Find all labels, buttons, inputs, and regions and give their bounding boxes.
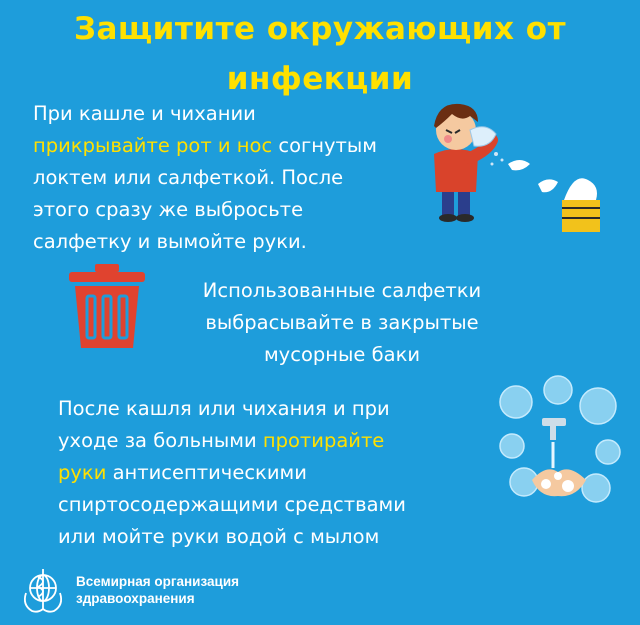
hand-hygiene-line-3 bbox=[58, 457, 458, 489]
wipe-hands-highlight-2: руки bbox=[58, 461, 107, 484]
cough-advice-line-3: локтем или салфеткой. После bbox=[33, 166, 344, 189]
trash-bin-icon bbox=[65, 262, 149, 352]
who-logo bbox=[16, 563, 239, 617]
bin-advice-line-1: Использованные салфетки bbox=[202, 279, 482, 302]
who-org-name bbox=[76, 573, 239, 607]
hand-hygiene-line-2 bbox=[58, 425, 458, 457]
hand-hygiene-line-2-start: уходе за больными bbox=[58, 429, 263, 452]
cough-advice-line-2-rest: согнутым bbox=[272, 134, 378, 157]
who-emblem-icon bbox=[16, 563, 70, 617]
who-org-name-line-2: здравоохранения bbox=[76, 591, 195, 606]
sneezing-person-icon bbox=[412, 92, 632, 240]
cough-advice-text bbox=[33, 98, 413, 258]
cough-advice-line-4: этого сразу же выбросьте bbox=[33, 198, 304, 221]
bin-advice-line-3: мусорные баки bbox=[263, 343, 421, 366]
hand-hygiene-line-4: спиртосодержащими средствами bbox=[58, 493, 406, 516]
page-title bbox=[0, 4, 640, 104]
cough-advice-line-5: салфетку и вымойте руки. bbox=[33, 230, 307, 253]
cough-advice-line-2 bbox=[33, 130, 413, 162]
who-org-name-line-1: Всемирная организация bbox=[76, 574, 240, 589]
bin-advice-text bbox=[172, 275, 512, 371]
tissue-box-icon bbox=[562, 178, 600, 232]
hand-washing-icon bbox=[496, 372, 624, 508]
bin-advice-line-2: выбрасывайте в закрытые bbox=[205, 311, 479, 334]
cover-mouth-highlight: прикрывайте рот и нос bbox=[33, 134, 273, 157]
cough-advice-line-1: При кашле и чихании bbox=[33, 102, 256, 125]
wipe-hands-highlight-1: протирайте bbox=[262, 429, 385, 452]
hand-hygiene-line-3-rest: антисептическими bbox=[106, 461, 307, 484]
title-line-1: Защитите окружающих от bbox=[73, 11, 567, 47]
hand-hygiene-text bbox=[58, 393, 458, 553]
hand-hygiene-line-1: После кашля или чихания и при bbox=[58, 397, 390, 420]
title-line-2: инфекции bbox=[226, 61, 414, 97]
hand-hygiene-line-5: или мойте руки водой с мылом bbox=[58, 525, 380, 548]
